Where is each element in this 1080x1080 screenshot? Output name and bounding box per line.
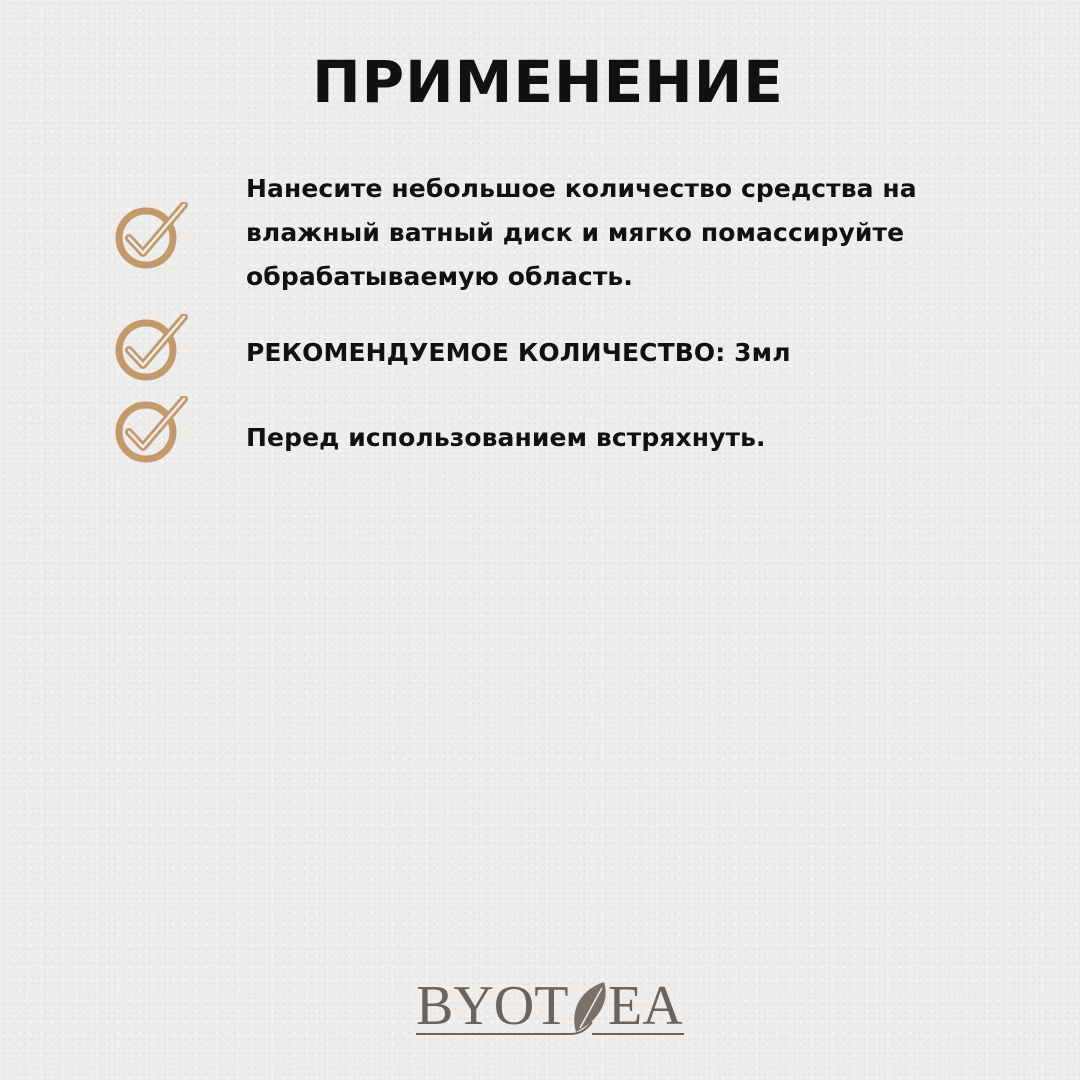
- instruction-text: Перед использованием встряхнуть.: [246, 423, 766, 452]
- brand-logo: [380, 960, 700, 1050]
- svg-text:BYOT: BYOT: [416, 975, 569, 1037]
- svg-text:EA: EA: [608, 975, 683, 1037]
- instruction-text: Нанесите небольшое количество средства на влажный ватный диск и мягко помассируйте обрабатываемую область.: [246, 174, 917, 291]
- instruction-text: РЕКОМЕНДУЕМОЕ КОЛИЧЕСТВО: 3мл: [246, 338, 791, 367]
- check-circle-icon: [114, 396, 190, 466]
- check-circle-icon: [114, 202, 190, 272]
- check-circle-icon: [114, 314, 190, 384]
- page-title: ПРИМЕНЕНИЕ: [312, 48, 784, 116]
